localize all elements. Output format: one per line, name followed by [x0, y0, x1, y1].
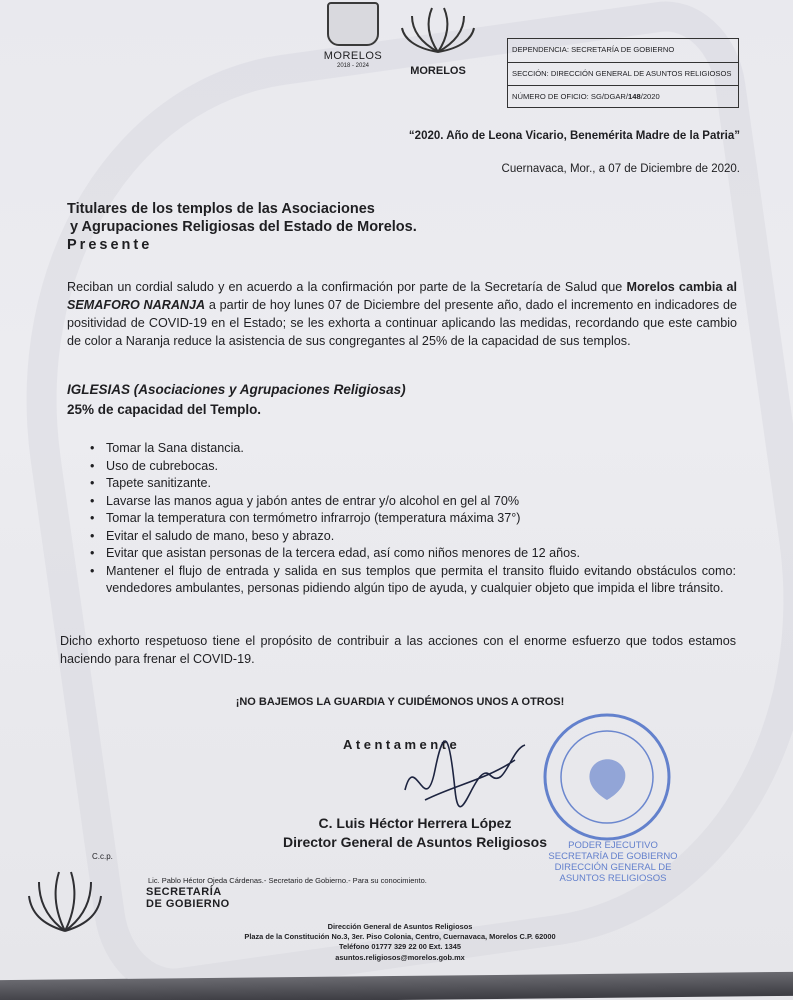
seccion-row: SECCIÓN: DIRECCIÓN GENERAL DE ASUNTOS RELIGIOSOS	[508, 63, 738, 87]
body-paragraph-1	[67, 278, 737, 350]
dependencia-row: DEPENDENCIA: SECRETARÍA DE GOBIERNO	[508, 39, 738, 63]
morelos-government-logo	[318, 2, 388, 80]
list-item: • Evitar el saludo de mano, beso y abrazo.	[90, 528, 736, 546]
addressee-presente: Presente	[67, 237, 153, 253]
list-item: • Tomar la temperatura con termómetro infrarrojo (temperatura máxima 37°)	[90, 510, 736, 528]
stamp-line-4: ASUNTOS RELIGIOSOS	[559, 873, 667, 884]
list-item: • Tapete sanitizante.	[90, 475, 736, 493]
secgob-line-1: SECRETARÍA	[146, 886, 222, 898]
addressee-line-2: y Agrupaciones Religiosas del Estado de Morelos.	[70, 219, 417, 235]
measures-list	[90, 440, 736, 598]
p1-part-a: Reciban un cordial saludo y en acuerdo a la confirmación por parte de la Secretaría de Salud que	[67, 280, 627, 294]
body-paragraph-2: Dicho exhorto respetuoso tiene el propósito de contribuir a las acciones con el enorme esfuerzo que todos estamos haciendo para frenar el COVID-19.	[60, 634, 736, 666]
flower-logo-icon	[398, 2, 478, 58]
ccp-label: C.c.p.	[92, 852, 113, 861]
p1-semaforo: SEMAFORO NARANJA	[67, 298, 206, 312]
list-item: • Lavarse las manos agua y jabón antes de entrar y/o alcohol en gel al 70%	[90, 493, 736, 511]
handwritten-signature	[395, 730, 535, 825]
subheading-iglesias: IGLESIAS (Asociaciones y Agrupaciones Religiosas)	[67, 382, 406, 397]
document-info-box	[507, 38, 739, 108]
morelos-brand-logo	[398, 2, 478, 90]
stamp-line-1: PODER EJECUTIVO	[568, 840, 658, 851]
addressee-line-1: Titulares de los templos de las Asociaciones	[67, 201, 375, 217]
footer-flower-logo-icon	[25, 866, 105, 936]
secretaria-gobierno-stamp	[146, 886, 230, 910]
list-item: • Tomar la Sana distancia.	[90, 440, 736, 458]
oficio-year: /2020	[640, 92, 660, 102]
cc-recipient: Lic. Pablo Héctor Ojeda Cárdenas.- Secretario de Gobierno.- Para su conocimiento.	[148, 876, 427, 885]
logo-left-name: MORELOS	[323, 50, 383, 62]
p1-part-d: a partir de hoy lunes 07 de Diciembre del presente año, dado el incremento en indicadores de positividad de COVID-19 en el Estado; se les exhorta a continuar aplicando las medidas, recordando que este cambio de color a Naranja reduce la asistencia de sus congregantes al 25% de la capacidad de sus templos.	[67, 298, 737, 348]
oficio-number: 148	[628, 92, 641, 102]
footer-line-3: Teléfono 01777 329 22 00 Ext. 1345	[339, 942, 461, 952]
secgob-line-2: DE GOBIERNO	[146, 898, 230, 910]
p1-part-b: Morelos cambia al	[626, 280, 738, 294]
oficio-row	[508, 86, 738, 109]
logo-left-years: 2018 - 2024	[336, 63, 370, 69]
list-item: • Uso de cubrebocas.	[90, 458, 736, 476]
oficio-label: NÚMERO DE OFICIO: SG/DGAR/	[512, 92, 629, 102]
list-item: • Mantener el flujo de entrada y salida en sus templos que permita el transito fluido evitando obstáculos como: vendedores ambulantes, personas pidiendo algún tipo de ayuda, y cualquier objeto que impida el libre tránsito.	[90, 563, 736, 598]
closing: Atentamente	[343, 737, 461, 752]
footer-email: asuntos.religiosos@morelos.gob.mx	[335, 952, 465, 962]
year-motto: “2020. Año de Leona Vicario, Benemérita Madre de la Patria”	[408, 130, 740, 142]
dateline: Cuernavaca, Mor., a 07 de Diciembre de 2020.	[501, 163, 740, 175]
footer-line-1: Dirección General de Asuntos Religiosos	[327, 922, 473, 931]
subheading	[67, 380, 406, 420]
signer-name: C. Luis Héctor Herrera López	[318, 815, 512, 831]
coat-of-arms-icon	[327, 2, 379, 46]
footer-line-2: Plaza de la Constitución No.3, 3er. Piso Colonia, Centro, Cuernavaca, Morelos C.P. 62000	[244, 932, 556, 942]
stamp-line-2: SECRETARÍA DE GOBIERNO	[548, 851, 678, 862]
footer-band	[0, 972, 793, 1000]
addressee	[67, 200, 417, 254]
footer-address	[150, 922, 650, 963]
logo-right-name: MORELOS	[410, 65, 466, 77]
list-item: • Evitar que asistan personas de la tercera edad, así como niños menores de 12 años.	[90, 545, 736, 563]
slogan: ¡NO BAJEMOS LA GUARDIA Y CUIDÉMONOS UNOS A OTROS!	[235, 696, 565, 708]
stamp-line-3: DIRECCIÓN GENERAL DE	[554, 862, 672, 873]
signer-title: Director General de Asuntos Religiosos	[283, 834, 547, 850]
subheading-capacity: 25% de capacidad del Templo.	[67, 402, 262, 417]
